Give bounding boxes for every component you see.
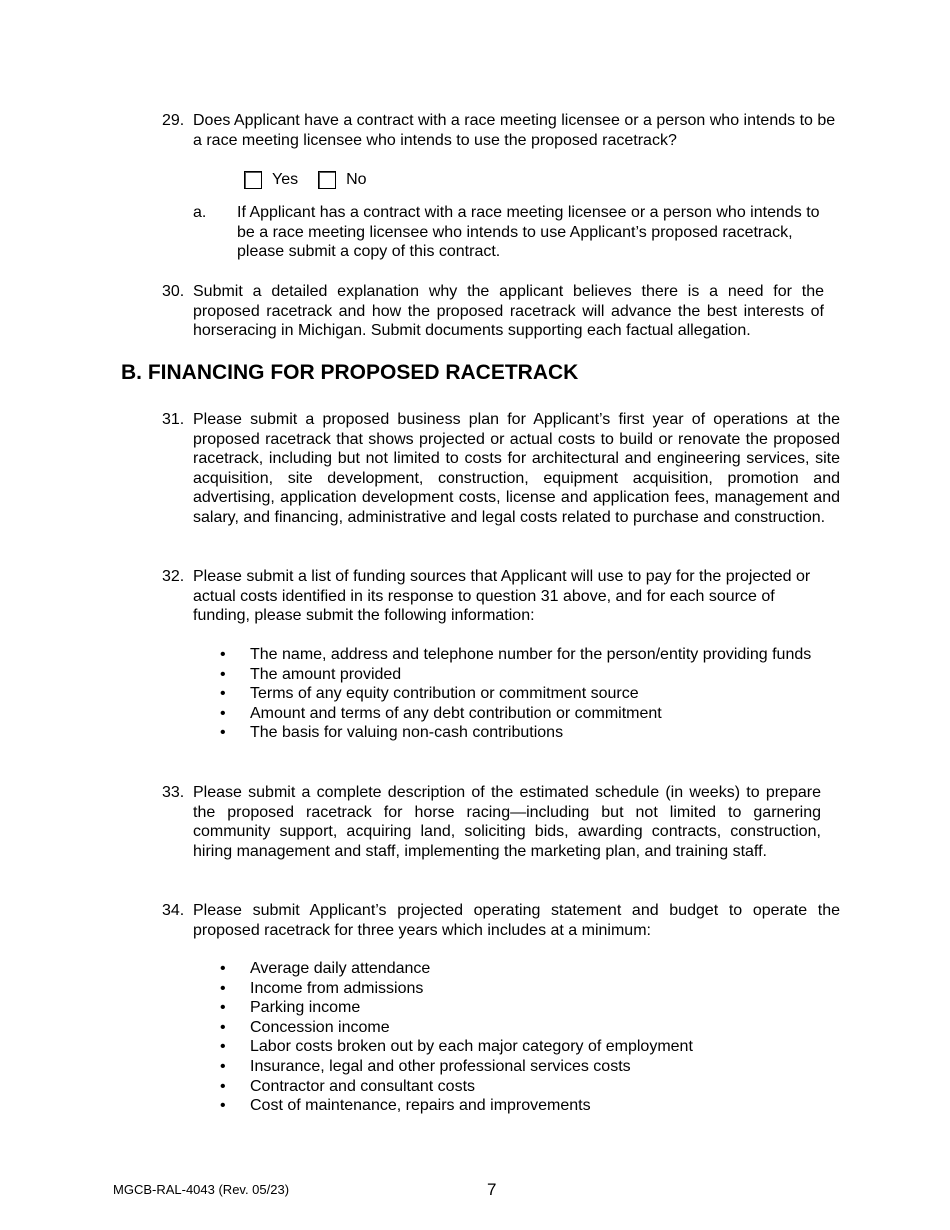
no-label: No xyxy=(346,171,367,189)
list-item: • Labor costs broken out by each major category of employment xyxy=(220,1038,693,1056)
question-number: 34. xyxy=(162,902,185,919)
yes-label: Yes xyxy=(272,171,299,189)
page-number: 7 xyxy=(487,1180,497,1199)
list-item: • Income from admissions xyxy=(220,979,424,997)
yes-checkbox[interactable] xyxy=(244,171,262,189)
list-item: • Cost of maintenance, repairs and improvements xyxy=(220,1097,591,1115)
yes-no-checkboxes xyxy=(244,169,387,191)
question-text: Please submit a list of funding sources that Applicant will use to pay for the projected or actual costs identified in its response to question 31 above, and for each source of funding, please submit the following information: xyxy=(193,568,811,625)
list-item: • Average daily attendance xyxy=(220,960,431,977)
bullet-glyph: • xyxy=(220,1077,226,1095)
question-33 xyxy=(162,783,821,861)
form-identifier: MGCB-RAL-4043 (Rev. 05/23) xyxy=(113,1182,290,1197)
question-29a xyxy=(193,203,840,262)
question-34 xyxy=(162,901,840,940)
question-30 xyxy=(162,282,824,341)
question-number: 32. xyxy=(162,568,185,585)
question-text: Please submit a proposed business plan for Applicant’s first year of operations at the proposed racetrack that shows projected or actual costs to build or renovate the proposed racetrack, including but not limited to costs for architectural and engineering services, site acquisition, site development, construction, equipment acquisition, promotion and advertising, application development costs, license and application fees, management and salary, and financing, administrative and legal costs related to purchase and construction. xyxy=(193,411,840,526)
question-text: Does Applicant have a contract with a race meeting licensee or a person who intends to be a race meeting licensee who intends to use the proposed racetrack? xyxy=(193,112,836,149)
bullet-glyph: • xyxy=(220,979,226,997)
question-text: Submit a detailed explanation why the applicant believes there is a need for the proposed racetrack and how the proposed racetrack will advance the best interests of horseracing in Michigan. Submit documents supporting each factual allegation. xyxy=(193,283,824,340)
bullet-glyph: • xyxy=(220,724,226,742)
bullet-glyph: • xyxy=(220,685,226,703)
bullet-glyph: • xyxy=(220,999,226,1017)
no-checkbox[interactable] xyxy=(318,171,336,189)
bullet-glyph: • xyxy=(220,960,226,977)
list-item: • The amount provided xyxy=(220,665,402,683)
bullet-glyph: • xyxy=(220,1097,226,1115)
question-32 xyxy=(162,567,829,626)
bullet-glyph: • xyxy=(220,704,226,722)
list-item: • Parking income xyxy=(220,999,361,1017)
operating-statement-list xyxy=(220,959,820,1116)
question-number: 31. xyxy=(162,411,185,428)
question-31 xyxy=(162,410,840,528)
bullet-glyph: • xyxy=(220,1057,226,1075)
section-heading: B. FINANCING FOR PROPOSED RACETRACK xyxy=(121,361,579,384)
question-number: 29. xyxy=(162,112,185,129)
list-item: • Terms of any equity contribution or commitment source xyxy=(220,685,639,703)
question-text: Please submit a complete description of the estimated schedule (in weeks) to prepare the proposed racetrack for horse racing—including but not limited to garnering community support, acquiring land, soliciting bids, awarding contracts, construction, hiring management and staff, implementing the marketing plan, and training staff. xyxy=(193,784,821,860)
question-number: 33. xyxy=(162,784,185,801)
question-29 xyxy=(162,111,840,150)
list-item: • The basis for valuing non-cash contributions xyxy=(220,724,564,742)
list-item: • Contractor and consultant costs xyxy=(220,1077,476,1095)
list-item: • The name, address and telephone number for the person/entity providing funds xyxy=(220,646,812,663)
sub-question-letter: a. xyxy=(193,204,207,221)
funding-info-list xyxy=(220,645,820,743)
list-item: • Insurance, legal and other professional services costs xyxy=(220,1057,631,1075)
bullet-glyph: • xyxy=(220,1018,226,1036)
list-item: • Amount and terms of any debt contribution or commitment xyxy=(220,704,662,722)
question-number: 30. xyxy=(162,283,185,300)
sub-question-text: If Applicant has a contract with a race meeting licensee or a person who intends to be a race meeting licensee who intends to use Applicant’s proposed racetrack, please submit a copy of this contract. xyxy=(237,204,820,261)
question-text: Please submit Applicant’s projected operating statement and budget to operate the proposed racetrack for three years which includes at a minimum: xyxy=(193,902,840,939)
bullet-glyph: • xyxy=(220,646,226,663)
bullet-glyph: • xyxy=(220,1038,226,1056)
list-item: • Concession income xyxy=(220,1018,390,1036)
bullet-glyph: • xyxy=(220,665,226,683)
